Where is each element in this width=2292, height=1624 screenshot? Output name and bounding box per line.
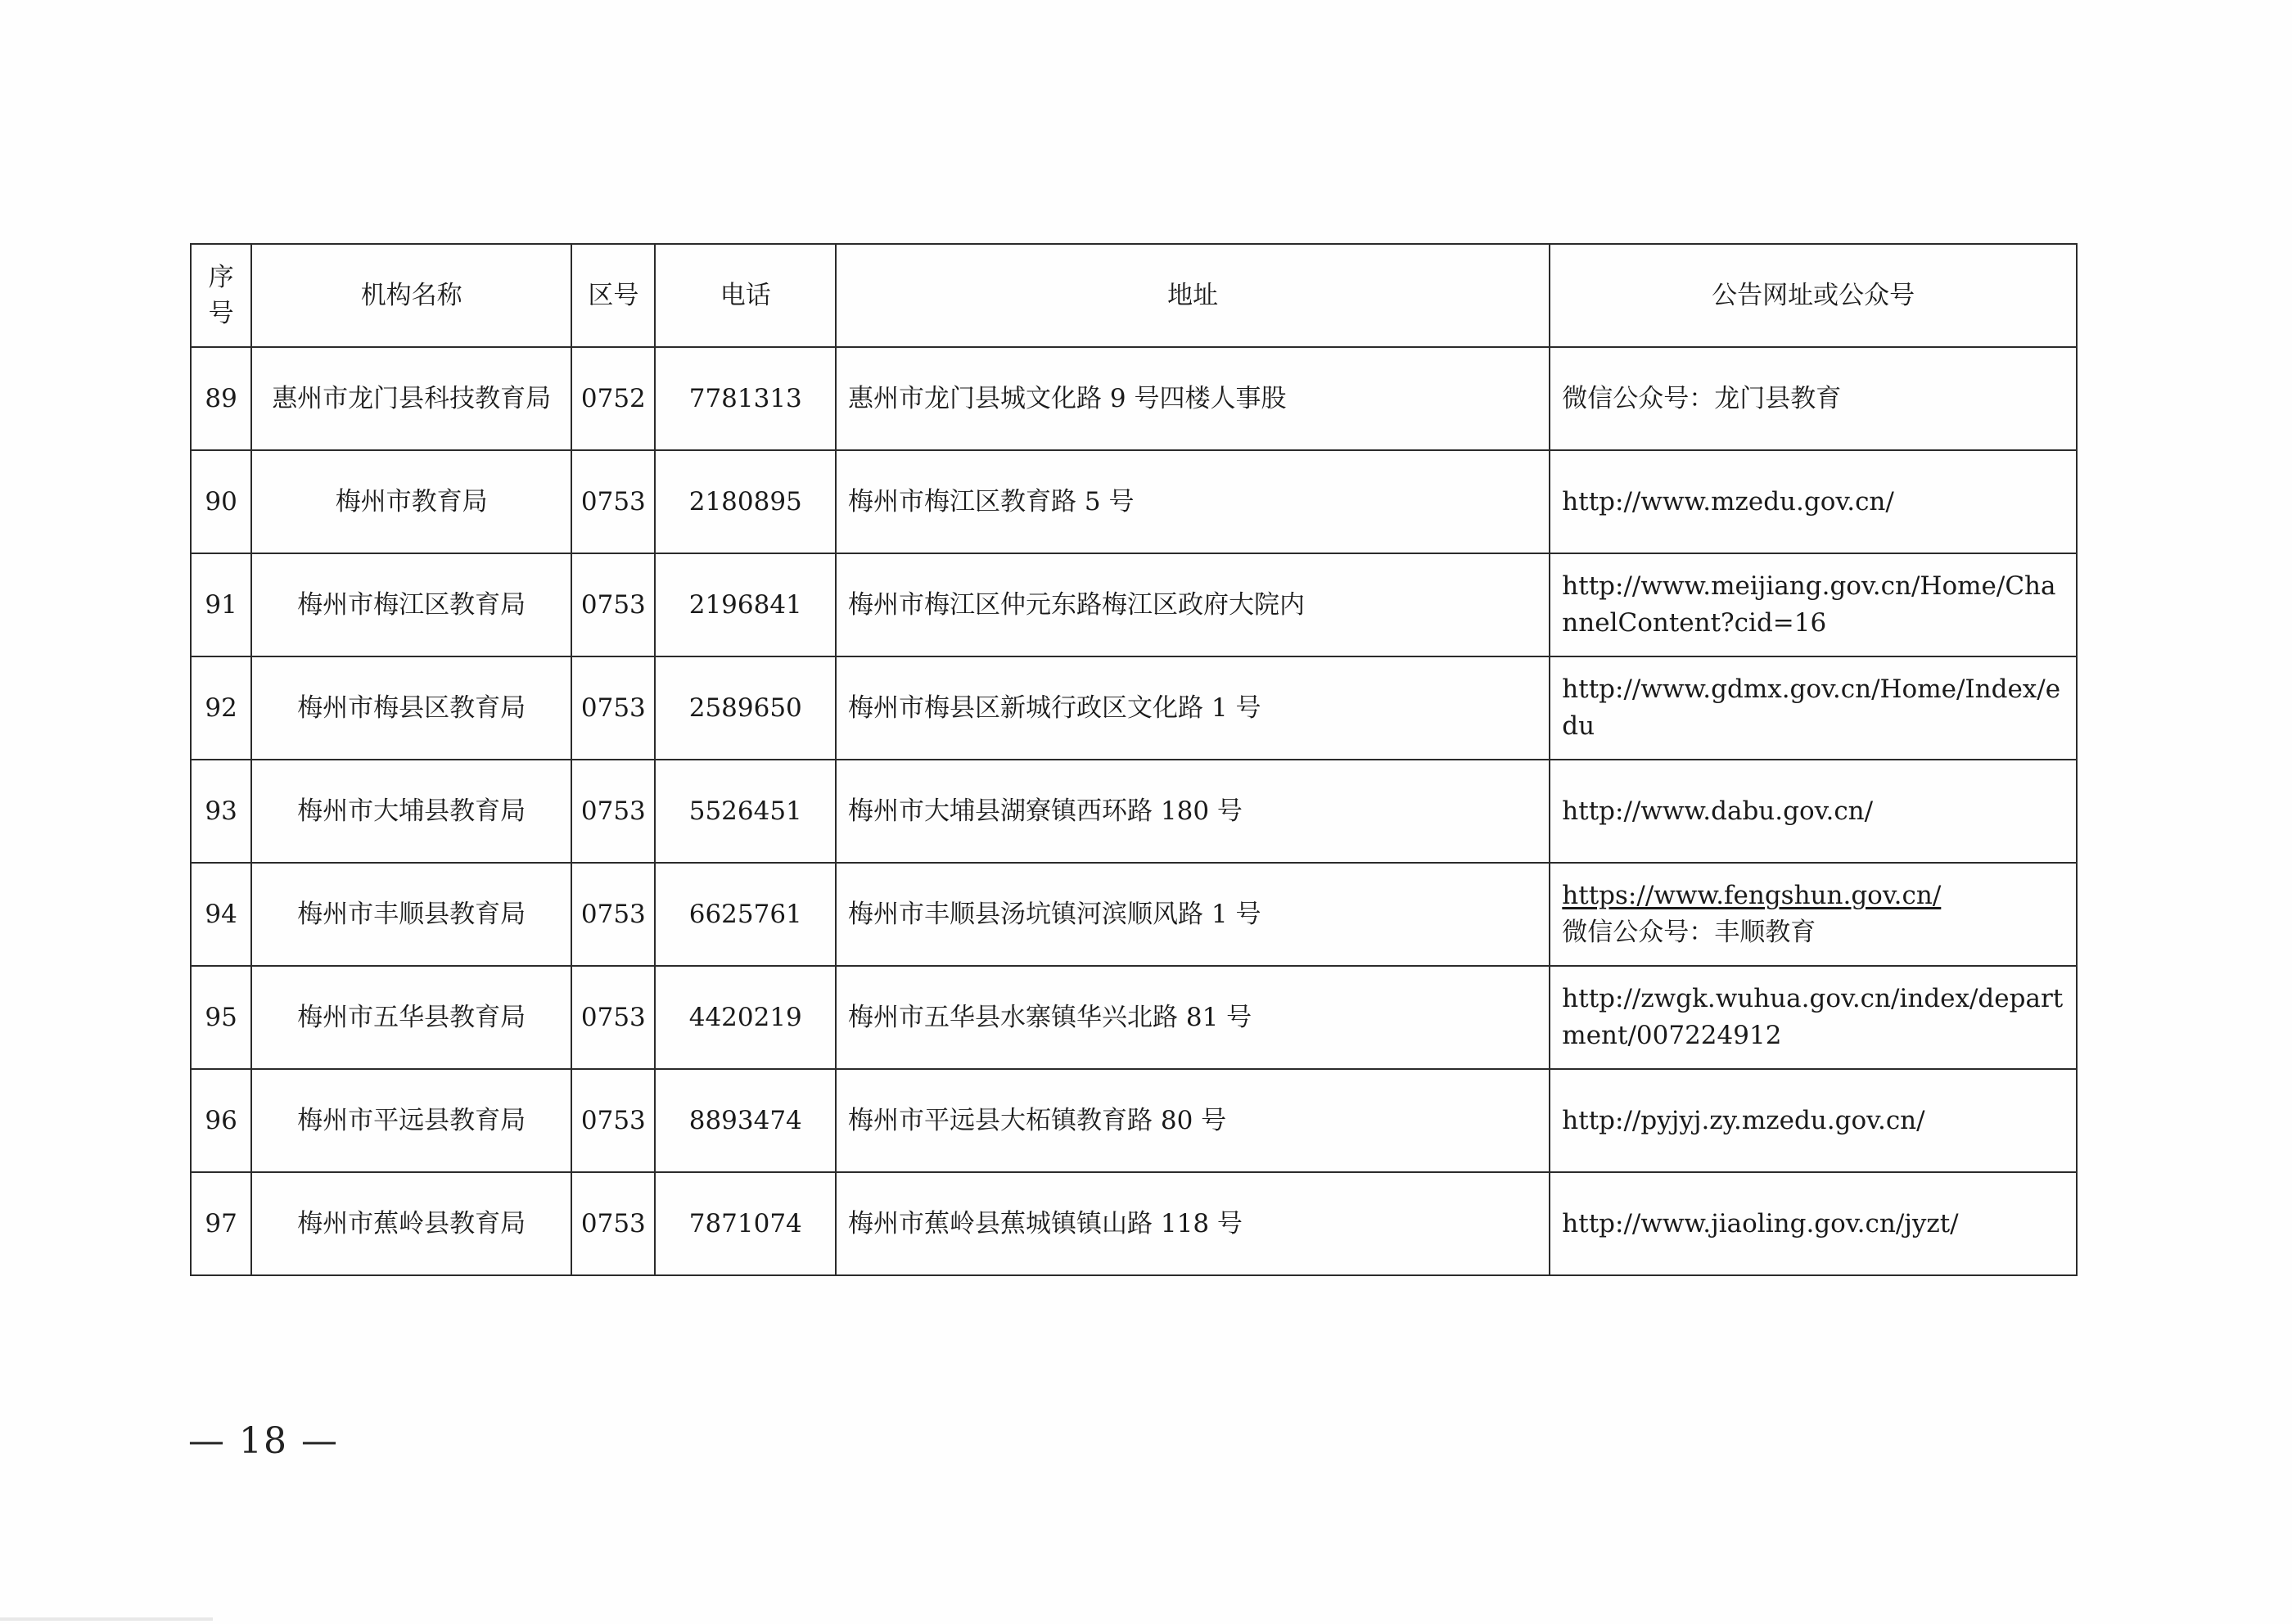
cell-phone: 4420219 [655, 966, 836, 1069]
cell-website [1550, 450, 2077, 553]
scan-edge-divider [0, 1617, 213, 1621]
cell-website [1550, 1069, 2077, 1172]
cell-area-code: 0753 [571, 863, 655, 966]
table-row [191, 760, 2077, 863]
cell-index: 92 [191, 656, 251, 760]
cell-address: 梅州市蕉岭县蕉城镇镇山路 118 号 [836, 1172, 1550, 1275]
cell-address: 梅州市梅江区教育路 5 号 [836, 450, 1550, 553]
wechat-account-text: 微信公众号：丰顺教育 [1562, 918, 1816, 947]
table-row [191, 450, 2077, 553]
cell-phone: 7781313 [655, 347, 836, 450]
cell-address: 梅州市大埔县湖寮镇西环路 180 号 [836, 760, 1550, 863]
cell-index: 95 [191, 966, 251, 1069]
cell-website [1550, 656, 2077, 760]
website-link[interactable]: http://www.jiaoling.gov.cn/jyzt/ [1562, 1208, 1959, 1238]
cell-phone: 2196841 [655, 553, 836, 656]
cell-index: 94 [191, 863, 251, 966]
header-name: 机构名称 [251, 244, 571, 347]
cell-index: 93 [191, 760, 251, 863]
header-phone: 电话 [655, 244, 836, 347]
table-header-row [191, 244, 2077, 347]
header-address: 地址 [836, 244, 1550, 347]
cell-area-code: 0753 [571, 1172, 655, 1275]
cell-area-code: 0753 [571, 656, 655, 760]
cell-area-code: 0753 [571, 553, 655, 656]
cell-area-code: 0753 [571, 450, 655, 553]
table-body [191, 347, 2077, 1275]
cell-name: 梅州市大埔县教育局 [251, 760, 571, 863]
header-website: 公告网址或公众号 [1550, 244, 2077, 347]
cell-name: 梅州市梅县区教育局 [251, 656, 571, 760]
website-link[interactable]: http://zwgk.wuhua.gov.cn/index/department/007224912 [1562, 984, 2064, 1050]
cell-index: 90 [191, 450, 251, 553]
cell-website [1550, 760, 2077, 863]
cell-phone: 5526451 [655, 760, 836, 863]
cell-name: 梅州市五华县教育局 [251, 966, 571, 1069]
website-link[interactable]: http://www.meijiang.gov.cn/Home/ChannelContent?cid=16 [1562, 571, 2056, 638]
cell-phone: 2180895 [655, 450, 836, 553]
cell-name: 梅州市梅江区教育局 [251, 553, 571, 656]
table-row [191, 1172, 2077, 1275]
cell-name: 梅州市蕉岭县教育局 [251, 1172, 571, 1275]
table-row [191, 656, 2077, 760]
website-link[interactable]: http://www.gdmx.gov.cn/Home/Index/edu [1562, 674, 2061, 741]
cell-phone: 7871074 [655, 1172, 836, 1275]
cell-website [1550, 553, 2077, 656]
cell-website [1550, 347, 2077, 450]
table-row [191, 966, 2077, 1069]
header-index [191, 244, 251, 347]
cell-index: 97 [191, 1172, 251, 1275]
cell-address: 梅州市梅江区仲元东路梅江区政府大院内 [836, 553, 1550, 656]
table-row [191, 1069, 2077, 1172]
table-row [191, 553, 2077, 656]
table-row [191, 347, 2077, 450]
cell-name: 梅州市丰顺县教育局 [251, 863, 571, 966]
website-link[interactable]: http://www.mzedu.gov.cn/ [1562, 486, 1894, 517]
cell-website [1550, 966, 2077, 1069]
cell-website [1550, 863, 2077, 966]
cell-name: 惠州市龙门县科技教育局 [251, 347, 571, 450]
cell-address: 梅州市丰顺县汤坑镇河滨顺风路 1 号 [836, 863, 1550, 966]
institution-directory-table [190, 243, 2078, 1276]
cell-address: 梅州市平远县大柘镇教育路 80 号 [836, 1069, 1550, 1172]
cell-phone: 2589650 [655, 656, 836, 760]
cell-website [1550, 1172, 2077, 1275]
cell-name: 梅州市平远县教育局 [251, 1069, 571, 1172]
cell-name: 梅州市教育局 [251, 450, 571, 553]
cell-address: 梅州市梅县区新城行政区文化路 1 号 [836, 656, 1550, 760]
cell-index: 96 [191, 1069, 251, 1172]
wechat-account-text: 微信公众号：龙门县教育 [1562, 383, 1842, 413]
header-index-top: 序 [208, 263, 234, 292]
header-area-code: 区号 [571, 244, 655, 347]
cell-index: 91 [191, 553, 251, 656]
cell-address: 惠州市龙门县城文化路 9 号四楼人事股 [836, 347, 1550, 450]
cell-area-code: 0753 [571, 760, 655, 863]
page-number: — 18 — [188, 1420, 339, 1462]
cell-index: 89 [191, 347, 251, 450]
website-link[interactable]: http://www.dabu.gov.cn/ [1562, 796, 1874, 826]
cell-phone: 6625761 [655, 863, 836, 966]
website-link[interactable]: https://www.fengshun.gov.cn/ [1562, 881, 1942, 910]
cell-area-code: 0753 [571, 966, 655, 1069]
website-link[interactable]: http://pyjyj.zy.mzedu.gov.cn/ [1562, 1105, 1925, 1135]
cell-phone: 8893474 [655, 1069, 836, 1172]
cell-address: 梅州市五华县水寨镇华兴北路 81 号 [836, 966, 1550, 1069]
cell-area-code: 0753 [571, 1069, 655, 1172]
table-row [191, 863, 2077, 966]
header-index-bottom: 号 [208, 299, 234, 328]
cell-area-code: 0752 [571, 347, 655, 450]
